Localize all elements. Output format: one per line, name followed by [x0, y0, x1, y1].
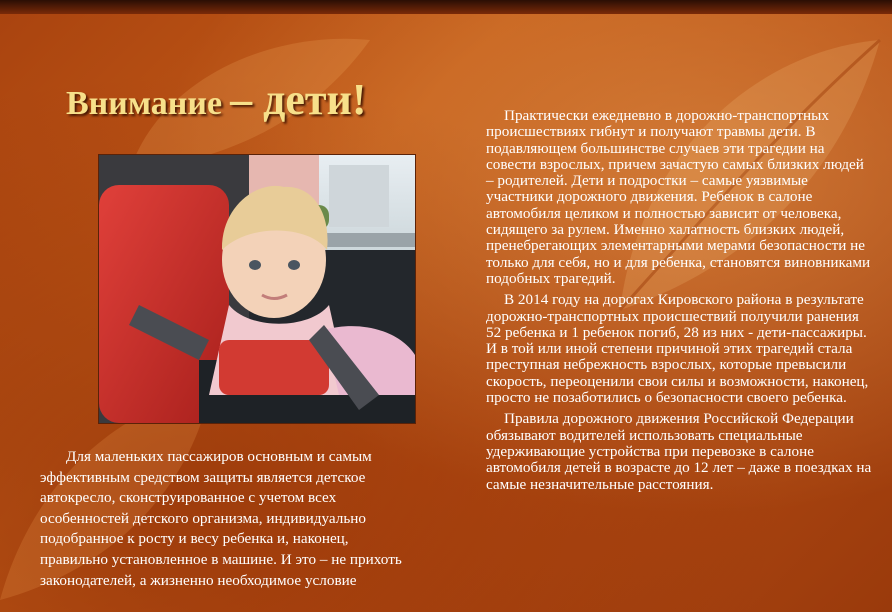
slide-title: [66, 74, 366, 125]
paragraph: Правила дорожного движения Российской Федерации обязывают водителей использовать специальные удерживающие устройства при перевозке в салоне автомобиля детей в возрасте до 12 лет – даже в поездках на самые незначительные расстояния.: [486, 410, 872, 493]
right-text-block: [486, 108, 872, 498]
left-paragraph: Для маленьких пассажиров основным и самым эффективным средством защиты является детское автокресло, сконструированное с учетом всех особенностей детского организма, индивидуально подобранное к росту и весу ребенка и, наконец, правильно установленное в машине. И это – не прихоть законодателей, а жизненно необходимое условие: [40, 448, 402, 589]
top-band: [0, 0, 892, 14]
paragraph: Практически ежедневно в дорожно-транспортных происшествиях гибнут и получают травмы дети. В подавляющем большинстве случаев эти трагедии на совести взрослых, причем зачастую самых близких людей – родителей. Дети и подростки – самые уязвимые участники дорожного движения. Ребенок в салоне автомобиля целиком и полностью зависит от человека, сидящего за рулем. Именно халатность близких людей, пренебрегающих элементарными мерами безопасности не только для себя, но и для ребенка, становятся виновниками подобных трагедий.: [486, 107, 871, 287]
child-in-car-seat-photo: [98, 154, 416, 424]
title-rest: – дети!: [230, 75, 367, 124]
paragraph: В 2014 году на дорогах Кировского района в результате дорожно-транспортных происшествий получили ранения 52 ребенка и 1 ребенок погиб, 28 из них - дети-пассажиры. И в той или иной степени причиной этих трагедий стала преступная небрежность взрослых, которые превысили скорость, переоценили свои силы и возможности, наконец, просто не позаботились о безопасности своего ребенка.: [486, 291, 869, 407]
title-word: Внимание: [66, 85, 223, 122]
